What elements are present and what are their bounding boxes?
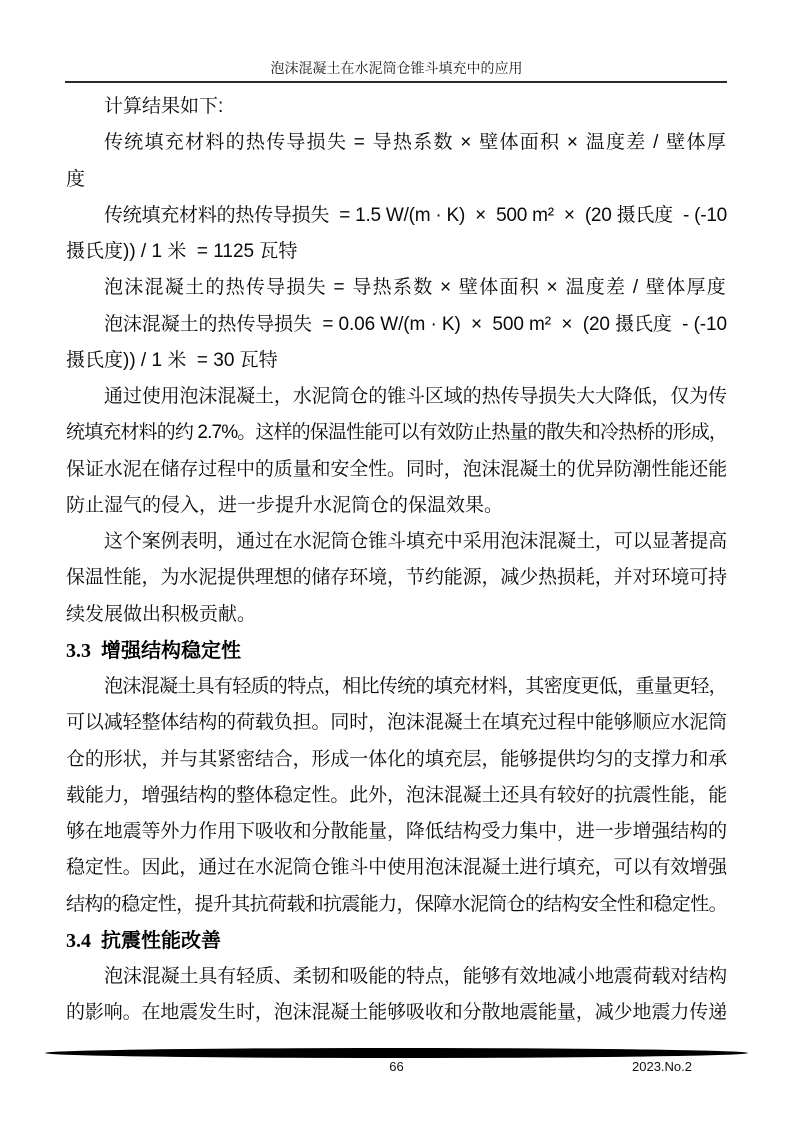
- paragraph-line: [66, 705, 727, 741]
- line-text: 通过使用泡沫混凝土，水泥筒仓的锥斗区域的热传导损失大大降低，仅为传: [104, 386, 727, 407]
- line-text: 传统填充材料的热传导损失 = 1.5 W/(m · K) × 500 m² × (20 摄氏度 - (-10: [104, 204, 727, 226]
- line-text: 的影响。在地震发生时，泡沫混凝土能够吸收和分散地震能量，减少地震力传递: [66, 1002, 727, 1024]
- paragraph-line: [66, 524, 727, 560]
- line-text: 统填充材料的约 2.7%。这样的保温性能可以有效防止热量的散失和冷热桥的形成，: [66, 422, 727, 444]
- paragraph-line: [66, 270, 727, 306]
- line-text: 3.4 抗震性能改善: [66, 929, 221, 952]
- paragraph-line: [66, 742, 727, 778]
- line-text: 摄氏度)) / 1 米 = 30 瓦特: [66, 349, 278, 371]
- line-text: 摄氏度)) / 1 米 = 1125 瓦特: [66, 241, 298, 262]
- paragraph-line: [66, 89, 727, 125]
- line-text: 计算结果如下:: [104, 96, 224, 117]
- paragraph-line: [66, 597, 727, 633]
- line-text: 泡沫混凝土具有轻质、柔韧和吸能的特点，能够有效地减小地震荷载对结构: [104, 966, 727, 987]
- paragraph-line: [66, 452, 727, 488]
- line-text: 泡沫混凝土具有轻质的特点，相比传统的填充材料，其密度更低，重量更轻，: [104, 676, 727, 697]
- section-heading: [66, 923, 727, 959]
- paragraph-line: [66, 198, 727, 234]
- line-text: 仓的形状，并与其紧密结合，形成一体化的填充层，能够提供均匀的支撑力和承: [66, 748, 727, 770]
- footer-bar: [45, 1046, 748, 1058]
- line-text: 度: [66, 168, 86, 190]
- line-text: 泡沫混凝土的热传导损失 = 0.06 W/(m · K) × 500 m² × (20 摄氏度 - (-10: [104, 313, 727, 335]
- paragraph-line: [66, 162, 727, 198]
- section-heading: [66, 633, 727, 669]
- paragraph-line: [66, 125, 727, 161]
- paragraph-line: [66, 560, 727, 596]
- paragraph-line: [66, 850, 727, 886]
- line-text: 可以减轻整体结构的荷载负担。同时，泡沫混凝土在填充过程中能够顺应水泥筒: [66, 712, 727, 734]
- paragraph-line: [66, 669, 727, 705]
- issue-number: 2023.No.2: [632, 1059, 692, 1074]
- running-head-title: 泡沫混凝土在水泥筒仓锥斗填充中的应用: [270, 62, 523, 77]
- line-text: 防止湿气的侵入，进一步提升水泥筒仓的保温效果。: [66, 494, 504, 516]
- line-text: 稳定性。因此，通过在水泥筒仓锥斗中使用泡沫混凝土进行填充，可以有效增强: [66, 857, 727, 879]
- paragraph-line: [66, 814, 727, 850]
- paragraph-line: [66, 379, 727, 415]
- paragraph-line: [66, 234, 727, 270]
- paragraph-line: [66, 995, 727, 1031]
- page-number: 66: [389, 1059, 404, 1074]
- footer-bar-shape: [45, 1047, 748, 1059]
- paragraph-line: [66, 307, 727, 343]
- line-text: 载能力，增强结构的整体稳定性。此外，泡沫混凝土还具有较好的抗震性能，能: [66, 784, 727, 806]
- line-text: 保温性能，为水泥提供理想的储存环境，节约能源，减少热损耗，并对环境可持: [66, 567, 727, 589]
- paragraph-line: [66, 343, 727, 379]
- line-text: 泡沫混凝土的热传导损失 = 导热系数 × 壁体面积 × 温度差 / 壁体厚度: [104, 277, 727, 299]
- line-text: 结构的稳定性，提升其抗荷载和抗震能力，保障水泥筒仓的结构安全性和稳定性。: [66, 893, 727, 915]
- paragraph-line: [66, 778, 727, 814]
- line-text: 续发展做出积极贡献。: [66, 603, 257, 625]
- header-rule: [65, 81, 727, 83]
- line-text: 传统填充材料的热传导损失 = 导热系数 × 壁体面积 × 温度差 / 壁体厚: [104, 132, 727, 154]
- line-text: 保证水泥在储存过程中的质量和安全性。同时，泡沫混凝土的优异防潮性能还能: [66, 458, 727, 480]
- paragraph-line: [66, 959, 727, 995]
- content-area: [66, 89, 727, 1032]
- line-text: 3.3 增强结构稳定性: [66, 639, 241, 662]
- line-text: 够在地震等外力作用下吸收和分散能量，降低结构受力集中，进一步增强结构的: [66, 821, 727, 842]
- line-text: 这个案例表明，通过在水泥筒仓锥斗填充中采用泡沫混凝土，可以显著提高: [104, 531, 727, 552]
- paragraph-line: [66, 887, 727, 923]
- paragraph-line: [66, 488, 727, 524]
- paragraph-line: [66, 415, 727, 451]
